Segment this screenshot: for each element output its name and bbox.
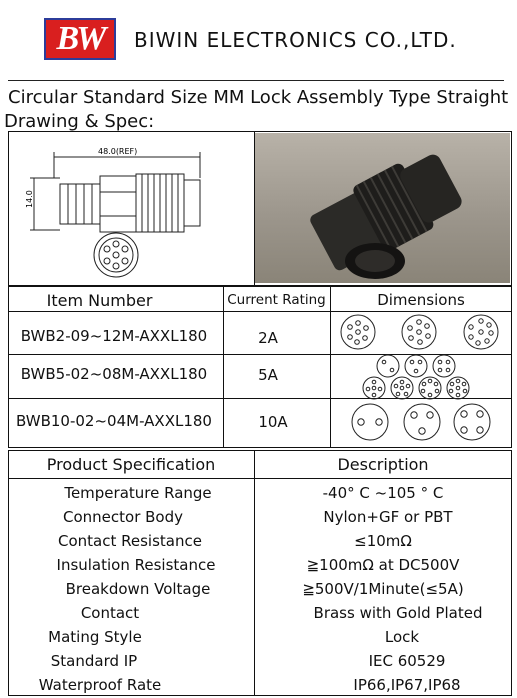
items-header-item: Item Number: [46, 290, 153, 310]
page-subtitle: Drawing & Spec:: [4, 111, 155, 132]
spec-name: Temperature Range: [64, 484, 212, 502]
spec-name: Contact Resistance: [58, 532, 202, 550]
spec-desc: Lock: [384, 628, 420, 646]
spec-desc: IP66,IP67,IP68: [353, 676, 461, 694]
item-number: BWB5-02~08M-AXXL180: [20, 365, 208, 383]
spec-name: Connector Body: [63, 508, 183, 526]
current-rating: 5A: [258, 366, 278, 384]
current-rating: 10A: [258, 413, 288, 431]
spec-header-desc: Description: [337, 455, 429, 474]
logo-text: BW: [56, 20, 104, 57]
spec-desc: ≧100mΩ at DC500V: [306, 556, 460, 574]
item-number: BWB2-09~12M-AXXL180: [20, 327, 208, 345]
length-label: 48.0(REF): [98, 147, 138, 156]
spec-desc: Brass with Gold Plated: [313, 604, 483, 622]
items-header-dimensions: Dimensions: [377, 291, 465, 309]
spec-name: Contact: [80, 604, 140, 622]
company-logo: [44, 18, 116, 60]
spec-desc: -40° C ~105 ° C: [322, 484, 444, 502]
spec-name: Waterproof Rate: [38, 676, 162, 694]
dimension-diagrams: [330, 311, 512, 448]
spec-desc: Nylon+GF or PBT: [323, 508, 453, 526]
spec-header-spec: Product Specification: [46, 455, 216, 474]
item-number: BWB10-02~04M-AXXL180: [16, 412, 212, 430]
spec-desc: IEC 60529: [368, 652, 446, 670]
technical-drawing: [20, 140, 240, 280]
spec-header-divider: [8, 478, 512, 479]
product-photo: [255, 133, 510, 283]
spec-name: Mating Style: [48, 628, 142, 646]
page-title: Circular Standard Size MM Lock Assembly Type Straight: [8, 87, 509, 108]
header-divider: [8, 80, 504, 81]
spec-desc: ≧500V/1Minute(≤5A): [302, 580, 464, 598]
spec-name: Standard IP: [50, 652, 138, 670]
items-header-rating: Current Rating: [227, 292, 326, 308]
current-rating: 2A: [258, 329, 278, 347]
spec-desc: ≤10mΩ: [354, 532, 412, 550]
company-name: BIWIN ELECTRONICS CO.,LTD.: [134, 28, 457, 52]
spec-name: Breakdown Voltage: [65, 580, 211, 598]
spec-name: Insulation Resistance: [56, 556, 216, 574]
height-label: 14.0: [25, 190, 34, 208]
